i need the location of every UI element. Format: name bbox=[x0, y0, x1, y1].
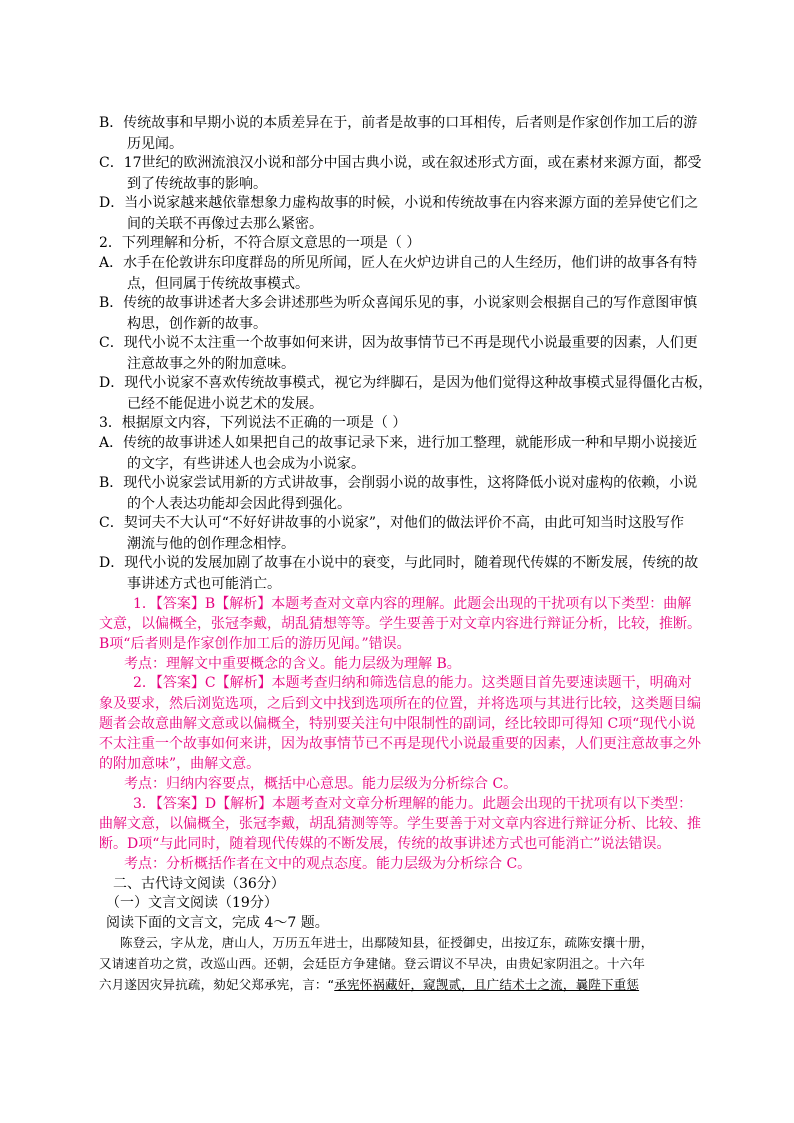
text-line-content: 断。D项“与此同时，随着现代传媒的不断发展，传统的故事讲述方式也可能消亡”说法错误。 bbox=[99, 836, 671, 852]
text-line bbox=[127, 494, 727, 514]
text-line-content: A．水手在伦敦讲东印度群岛的所见所闻，匠人在火炉边讲自己的人生经历，他们讲的故事各有特 bbox=[99, 255, 698, 271]
text-line-content: 又请速首功之赏，改巡山西。还朝，会廷臣方争建储。登云谓议不早决，由贵妃家阴沮之。十六年 bbox=[99, 956, 646, 971]
text-line bbox=[99, 433, 699, 453]
text-line-content: B．现代小说家尝试用新的方式讲故事，会削弱小说的故事性，这将降低小说对虚构的依赖，小说 bbox=[99, 475, 698, 491]
text-line-content: 构思，创作新的故事。 bbox=[127, 316, 267, 332]
text-line bbox=[99, 553, 699, 573]
text-line-content: D．现代小说的发展加剧了故事在小说中的衰变，与此同时，随着现代传媒的不断发展，传统的故 bbox=[99, 555, 699, 571]
text-line-content: A．传统的故事讲述人如果把自己的故事记录下来，进行加工整理，就能形成一种和早期小说接近 bbox=[99, 435, 698, 451]
text-line-content: 二、古代诗文阅读（36分） bbox=[113, 876, 285, 892]
text-line bbox=[99, 413, 699, 433]
text-line-content: 不太注重一个故事如何来讲，因为故事情节已不再是现代小说最重要的因素，人们更注意故事之外 bbox=[99, 736, 701, 752]
text-line bbox=[99, 734, 699, 754]
text-line bbox=[124, 654, 724, 674]
text-line-content: 考点：归纳内容要点，概括中心意思。能力层级为分析综合 C。 bbox=[124, 776, 518, 792]
text-line bbox=[99, 754, 699, 774]
text-line bbox=[99, 293, 699, 313]
text-line bbox=[127, 574, 727, 594]
text-line bbox=[127, 394, 727, 414]
text-line bbox=[99, 814, 699, 834]
text-line bbox=[99, 113, 699, 133]
text-line-content: 2．【答案】C【解析】本题考查归纳和筛选信息的能力。这类题目首先要速读题干，明确对 bbox=[133, 675, 692, 691]
text-line-content: 象及要求，然后浏览选项，之后到文中找到选项所在的位置，并将选项与其进行比较，这类题目编 bbox=[99, 696, 701, 712]
text-line bbox=[124, 774, 724, 794]
text-line bbox=[99, 233, 699, 253]
text-line-content: 的文字，有些讲述人也会成为小说家。 bbox=[127, 456, 365, 472]
text-line bbox=[133, 594, 733, 614]
text-line-content: 3．【答案】D【解析】本题考查对文章分析理解的能力。此题会出现的干扰项有以下类型： bbox=[133, 796, 693, 812]
text-line-content: D．现代小说家不喜欢传统故事模式，视它为绊脚石，是因为他们觉得这种故事模式显得僵化古板， bbox=[99, 375, 713, 391]
text-line bbox=[127, 134, 727, 154]
text-line bbox=[127, 174, 727, 194]
text-line-content: 到了传统故事的影响。 bbox=[127, 176, 267, 192]
text-line bbox=[99, 614, 699, 634]
text-line bbox=[99, 694, 699, 714]
text-line-content: 事讲述方式也可能消亡。 bbox=[127, 576, 281, 592]
text-line bbox=[99, 954, 699, 974]
text-line-content: 阅读下面的文言文，完成 4～7 题。 bbox=[106, 915, 329, 931]
text-line-content: 2．下列理解和分析，不符合原文意思的一项是（ ） bbox=[99, 235, 421, 251]
text-line bbox=[99, 634, 699, 654]
underlined-text: 承宪怀祸藏奸，窥觊贰，且广结术士之流，曩陛下重惩 bbox=[334, 977, 640, 992]
text-line-content: C．契诃夫不大认可“不好好讲故事的小说家”，对他们的做法评价不高，由此可知当时这股写作 bbox=[99, 515, 685, 531]
text-line-content: C．17世纪的欧洲流浪汉小说和部分中国古典小说，或在叙述形式方面，或在素材来源方面，都受 bbox=[99, 155, 702, 171]
text-line-content: 历见闻。 bbox=[127, 136, 183, 152]
text-line-content: D．当小说家越来越依靠想象力虚构故事的时候，小说和传统故事在内容来源方面的差异使它们之 bbox=[99, 195, 699, 211]
text-line bbox=[99, 513, 699, 533]
text-line-content: C．现代小说不太注重一个故事如何来讲，因为故事情节已不再是现代小说最重要的因素，人们更 bbox=[99, 335, 698, 351]
text-line bbox=[99, 253, 699, 273]
text-line bbox=[99, 153, 702, 173]
text-line bbox=[127, 314, 727, 334]
text-line bbox=[113, 874, 713, 894]
text-line bbox=[120, 933, 720, 953]
text-line-content: 考点：理解文中重要概念的含义。能力层级为理解 B。 bbox=[124, 656, 461, 672]
text-line bbox=[133, 673, 733, 693]
text-line-content: B项“后者则是作家创作加工后的游历见闻。”错误。 bbox=[99, 636, 411, 652]
text-line-content: 1．【答案】B【解析】本题考查对文章内容的理解。此题会出现的干扰项有以下类型：曲解 bbox=[133, 596, 692, 612]
text-line-content: 的个人表达功能却会因此得到强化。 bbox=[127, 496, 351, 512]
text-line bbox=[133, 794, 733, 814]
text-line-content: 六月遂因灾异抗疏，劾妃父郑承宪，言：“ bbox=[99, 977, 335, 992]
text-line bbox=[99, 834, 699, 854]
text-line bbox=[127, 214, 727, 234]
text-line bbox=[106, 913, 706, 933]
text-line bbox=[99, 373, 713, 393]
text-line-content: 曲解文意，以偏概全，张冠李戴，胡乱猜测等等。学生要善于对文章内容进行辩证分析、比较、推 bbox=[99, 816, 701, 832]
text-line bbox=[127, 274, 727, 294]
text-line bbox=[127, 354, 727, 374]
text-line bbox=[106, 893, 706, 913]
text-line-content: 文意，以偏概全，张冠李戴，胡乱猜想等等。学生要善于对文章内容进行辩证分析，比较，推断。 bbox=[99, 616, 701, 632]
text-line-content: B．传统故事和早期小说的本质差异在于，前者是故事的口耳相传，后者则是作家创作加工后的游 bbox=[99, 115, 698, 131]
text-line-content: （一）文言文阅读（19分） bbox=[106, 895, 278, 911]
text-line-content: 已经不能促进小说艺术的发展。 bbox=[127, 396, 323, 412]
text-line-content: 陈登云，字从龙，唐山人，万历五年进士，出鄢陵知县，征授御史，出按辽东，疏陈安攘十册， bbox=[120, 935, 654, 950]
text-line bbox=[99, 714, 699, 734]
text-line-content: 3．根据原文内容，下列说法不正确的一项是（ ） bbox=[99, 415, 407, 431]
text-line-content: B．传统的故事讲述者大多会讲述那些为听众喜闻乐见的事，小说家则会根据自己的写作意图审慎 bbox=[99, 295, 698, 311]
text-line-content: 间的关联不再像过去那么紧密。 bbox=[127, 216, 323, 232]
text-line-content: 潮流与他的创作理念相悖。 bbox=[127, 536, 295, 552]
text-line bbox=[99, 333, 699, 353]
text-line-content: 注意故事之外的附加意味。 bbox=[127, 356, 295, 372]
text-line bbox=[127, 534, 727, 554]
text-line bbox=[99, 473, 699, 493]
text-line bbox=[124, 854, 724, 874]
text-line-content: 题者会故意曲解文意或以偏概全，特别要关注句中限制性的副词，经比较即可得知 C项“现代小说 bbox=[99, 716, 696, 732]
text-line bbox=[99, 975, 699, 995]
text-line-content: 的附加意味”，曲解文意。 bbox=[99, 756, 261, 772]
text-line bbox=[99, 193, 699, 213]
text-line-content: 考点：分析概括作者在文中的观点态度。能力层级为分析综合 C。 bbox=[124, 856, 532, 872]
text-line bbox=[127, 454, 727, 474]
text-line-content: 点，但同属于传统故事模式。 bbox=[127, 276, 309, 292]
